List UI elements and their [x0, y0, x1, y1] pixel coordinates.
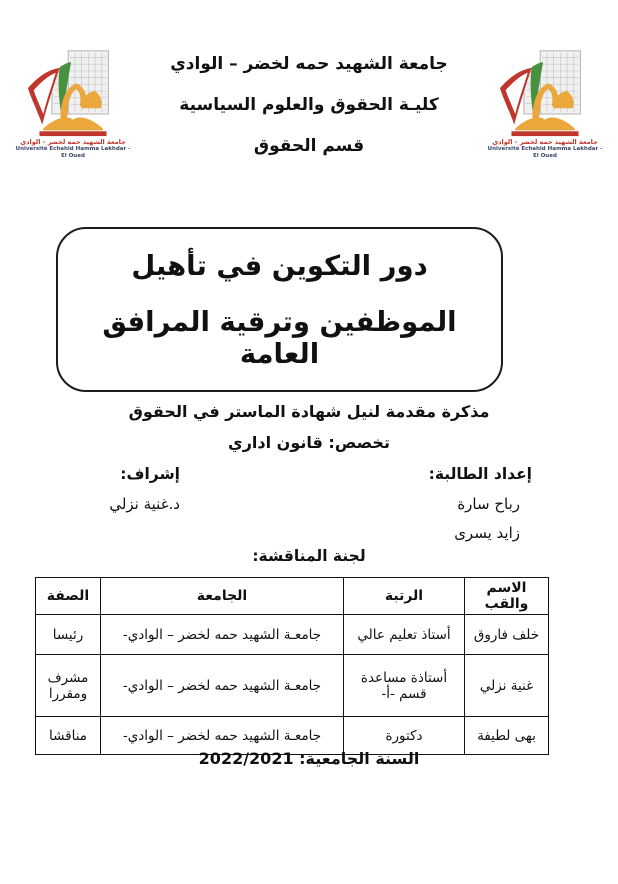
- logo-caption-french: Université Echahid Hamma Lakhdar - El Oued: [487, 146, 603, 159]
- university-logo-right: [486, 46, 604, 160]
- thesis-title-box: [56, 227, 503, 392]
- memo-description: مذكرة مقدمة لنيل شهادة الماستر في الحقوق: [128, 402, 490, 421]
- logo-caption-arabic: جامعة الشهيد حمه لخضر - الوادي: [492, 138, 598, 146]
- faculty-name: كليـة الحقوق والعلوم السياسية: [179, 95, 439, 115]
- supervision-block: [109, 463, 180, 514]
- member-role: مشرف ومقررا: [36, 655, 101, 717]
- member-name: بهى لطيفة: [465, 717, 549, 755]
- member-name: خلف فاروق: [465, 615, 549, 655]
- member-rank: دكتورة: [344, 717, 465, 755]
- committee-heading: لجنة المناقشة:: [252, 547, 366, 565]
- document-header: [140, 52, 478, 175]
- thesis-title-line-2: الموظفين وترقية المرافق العامة: [102, 305, 457, 370]
- logo-caption-french: Université Echahid Hamma Lakhdar - El Oued: [15, 146, 131, 159]
- student-name: رباح سارة: [457, 495, 520, 513]
- member-university: جامعـة الشهيد حمه لخضر – الوادي-: [101, 655, 344, 717]
- university-logo-icon: [486, 46, 604, 138]
- university-logo-icon: [14, 46, 132, 138]
- table-row: [36, 655, 549, 717]
- committee-table: [35, 577, 549, 755]
- department-name: قسم الحقوق: [253, 136, 365, 156]
- member-name: غنية نزلي: [465, 655, 549, 717]
- member-rank: أستاذ تعليم عالي: [344, 615, 465, 655]
- column-header-name: الاسم والقب: [465, 578, 549, 615]
- table-row: [36, 615, 549, 655]
- table-header-row: [36, 578, 549, 615]
- university-logo-left: [14, 46, 132, 160]
- member-rank: أستاذة مساعدة قسم -أ-: [344, 655, 465, 717]
- thesis-title-line-1: دور التكوين في تأهيل: [131, 249, 428, 282]
- member-role: رئيسا: [36, 615, 101, 655]
- student-name: زايد يسرى: [454, 524, 520, 542]
- member-university: جامعـة الشهيد حمه لخضر – الوادي-: [101, 615, 344, 655]
- university-name: جامعة الشهيد حمه لخضر – الوادي: [170, 54, 448, 74]
- column-header-university: الجامعة: [101, 578, 344, 615]
- column-header-role: الصفة: [36, 578, 101, 615]
- logo-caption-arabic: جامعة الشهيد حمه لخضر - الوادي: [20, 138, 126, 146]
- supervisor-name: د.غنية نزلي: [109, 495, 180, 513]
- member-university: جامعـة الشهيد حمه لخضر – الوادي-: [101, 717, 344, 755]
- member-role: مناقشا: [36, 717, 101, 755]
- specialty-line: تخصص: قانون اداري: [228, 433, 390, 452]
- preparation-block: [429, 463, 532, 543]
- column-header-rank: الرتبة: [344, 578, 465, 615]
- preparation-label: إعداد الطالبة:: [428, 465, 532, 483]
- supervision-label: إشراف:: [120, 465, 180, 483]
- academic-year: السنة الجامعية: 2022/2021: [198, 749, 420, 768]
